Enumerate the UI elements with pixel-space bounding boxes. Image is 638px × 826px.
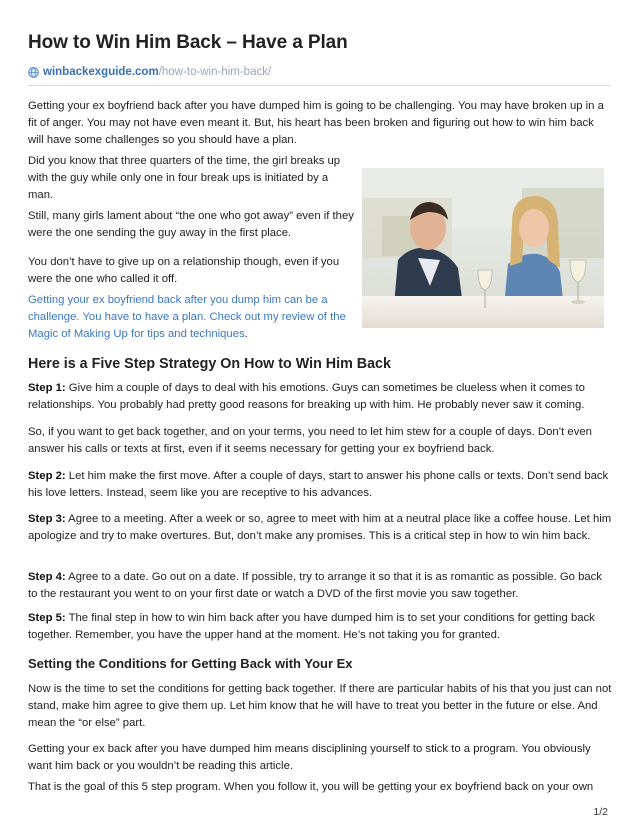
step-1-paragraph bbox=[28, 380, 612, 414]
step-5-text: The final step in how to win him back after you have dumped him is to set your conditions for getting back together. Remember, you have the upper hand at the moment. He’s not taking you for granted. bbox=[28, 612, 595, 642]
step-2-text: Let him make the first move. After a couple of days, start to answer his phone calls or texts. Don’t send back his love letters. Instead, seem like you are receptive to his advances. bbox=[28, 470, 609, 500]
step-4-label: Step 4: bbox=[28, 571, 66, 583]
review-paragraph-end: . bbox=[244, 328, 248, 341]
step-1-label: Step 1: bbox=[28, 382, 66, 394]
stats-paragraph: Did you know that three quarters of the time, the girl breaks up with the guy while only one in four break ups is initiated by a man. bbox=[28, 155, 341, 202]
step-2-paragraph bbox=[28, 468, 612, 502]
article-title: How to Win Him Back – Have a Plan bbox=[28, 32, 348, 53]
goal-paragraph: That is the goal of this 5 step program. When you follow it, you will be getting your ex boyfriend back on your own bbox=[28, 781, 594, 793]
step-2-label: Step 2: bbox=[28, 470, 66, 482]
step-1-followup-paragraph: So, if you want to get back together, and on your terms, you need to let him stew for a couple of days. Don’t even answer his calls or texts at first, even if it seems necessary for getting your ex boyfriend back. bbox=[28, 426, 592, 456]
step-4-paragraph bbox=[28, 569, 612, 603]
couple-photo bbox=[362, 168, 604, 328]
source-line bbox=[28, 66, 271, 78]
step-3-label: Step 3: bbox=[28, 513, 66, 525]
globe-icon bbox=[28, 67, 39, 78]
page-number: 1/2 bbox=[593, 806, 608, 818]
step-4-text: Agree to a date. Go out on a date. If possible, try to arrange it so that it is as romantic as possible. Go back to the restaurant you went to on your first date or watch a DVD of the first movie you saw together. bbox=[28, 571, 602, 601]
five-step-heading: Here is a Five Step Strategy On How to Win Him Back bbox=[28, 356, 391, 372]
source-path: /how-to-win-him-back/ bbox=[158, 66, 272, 78]
step-1-text: Give him a couple of days to deal with his emotions. Guys can sometimes be clueless when it comes to relationships. You probably had pretty good reasons for breaking up with him. He probably never saw it coming. bbox=[28, 382, 585, 412]
source-domain-link[interactable]: winbackexguide.com bbox=[43, 66, 159, 78]
review-link[interactable]: Getting your ex boyfriend back after you dump him can be a challenge. You have to have a plan. Check out my review of the Magic of Making Up for tips and techniques bbox=[28, 294, 346, 341]
intro-paragraph: Getting your ex boyfriend back after you have dumped him is going to be challenging. You may have broken up in a fit of anger. You may not have even meant it. But, his heart has been broken and figuring out how to win him back will have some challenges so you should have a plan. bbox=[28, 100, 604, 147]
review-paragraph bbox=[28, 292, 354, 344]
conditions-paragraph: Now is the time to set the conditions for getting back together. If there are particular habits of his that you just can not stand, make him agree to give them up. Let him know that he will have to treat you better in the future or else. And mean the “or else” part. bbox=[28, 683, 612, 730]
step-3-paragraph bbox=[28, 511, 612, 545]
dont-give-up-paragraph: You don’t have to give up on a relationship though, even if you were the one who called it off. bbox=[28, 256, 340, 286]
lament-paragraph: Still, many girls lament about “the one who got away” even if they were the one sending the guy away in the first place. bbox=[28, 210, 354, 240]
step-3-text: Agree to a meeting. After a week or so, agree to meet with him at a neutral place like a coffee house. Let him apologize and try to make overtures. But, don’t make any promises. This is a critical step in how to win him back. bbox=[28, 513, 612, 543]
discipline-paragraph: Getting your ex back after you have dumped him means disciplining yourself to stick to a program. You obviously want him back or you wouldn’t be reading this article. bbox=[28, 743, 591, 773]
conditions-heading: Setting the Conditions for Getting Back with Your Ex bbox=[28, 656, 353, 671]
step-5-paragraph bbox=[28, 610, 612, 644]
title-divider bbox=[28, 85, 610, 86]
step-5-label: Step 5: bbox=[28, 612, 66, 624]
